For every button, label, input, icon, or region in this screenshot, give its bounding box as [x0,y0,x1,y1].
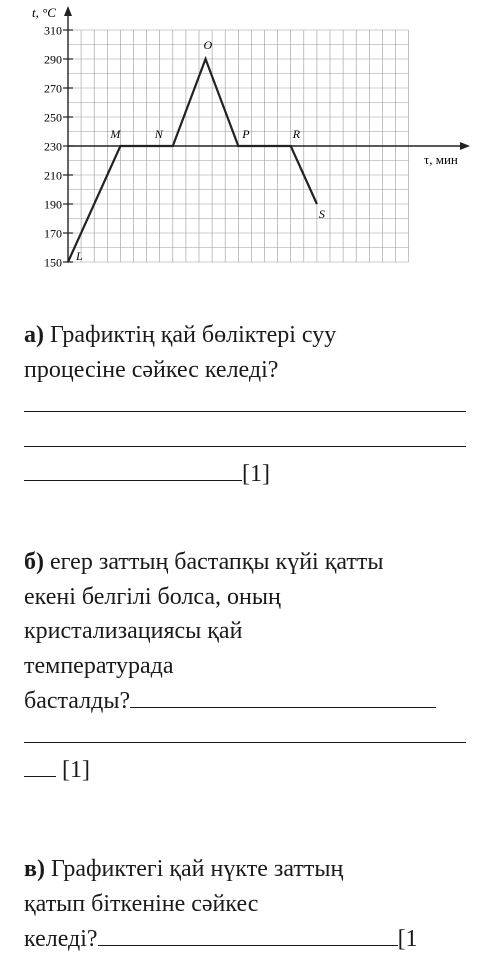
question-c-marker: в) [24,856,45,882]
x-axis-label: τ, мин [424,152,458,167]
y-tick-label: 310 [44,23,62,38]
question-a [24,318,476,491]
question-b-text-5: басталды? [24,688,131,714]
question-a-marker: а) [24,322,44,348]
x-axis-arrow [460,142,470,150]
y-tick-label: 270 [44,81,62,96]
point-label-r: R [292,127,301,141]
y-tick-label: 290 [44,52,62,67]
point-label-n: N [154,127,163,141]
point-label-m: M [110,127,121,141]
point-label-l: L [76,249,83,263]
y-tick-label: 170 [44,226,62,241]
answer-line-a1[interactable] [24,387,466,412]
answer-line-c1[interactable] [98,921,398,946]
point-label-o: O [203,38,213,52]
answer-line-a3[interactable] [24,456,242,481]
question-c [24,852,476,956]
answer-line-a2[interactable] [24,422,466,447]
temperature-time-graph [0,0,500,285]
question-a-score: [1] [242,461,270,487]
question-c-score: [1 [397,926,418,952]
y-axis-label: t, °C [32,5,56,20]
y-tick-label: 210 [44,168,62,183]
y-tick-label: 150 [44,255,62,270]
answer-line-b1[interactable] [130,683,436,708]
answer-line-b3[interactable] [24,752,56,777]
y-tick-label: 190 [44,197,62,212]
answer-line-b2[interactable] [24,718,466,743]
question-b-text-2: екені белгілі болса, оның [24,583,281,610]
y-axis-arrow [64,6,72,16]
y-tick-label: 230 [44,139,62,154]
question-b-text-4: температурада [24,652,174,679]
question-c-text-1: Графиктегі қай нүкте заттың [44,856,344,882]
point-label-p: P [242,127,250,141]
question-c-text-2: қатып біткеніне сәйкес [24,890,259,917]
y-tick-label: 250 [44,110,62,125]
question-a-text-2: процесіне сәйкес келеді? [24,356,279,383]
point-label-s: S [318,207,325,221]
question-b [24,545,476,787]
question-b-score: [1] [62,757,90,783]
question-a-text-1: Графиктің қай бөліктері суу [44,322,337,348]
question-b-marker: б) [24,549,44,575]
question-c-text-3: келеді? [24,926,98,952]
question-b-text-3: кристализациясы қай [24,618,243,644]
question-b-text-1: егер заттың бастапқы күйі қатты [44,549,384,575]
